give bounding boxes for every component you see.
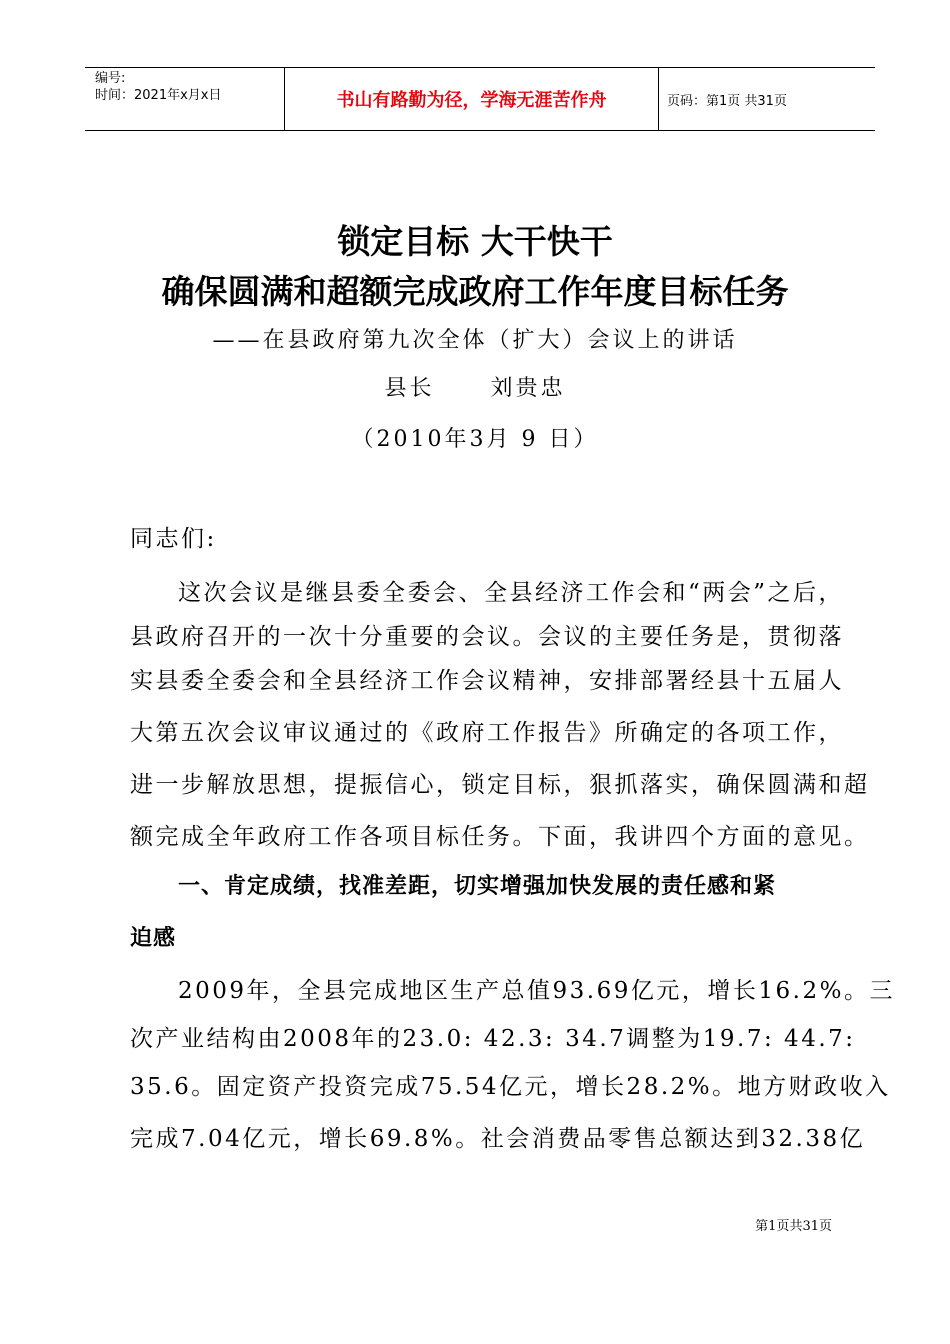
paragraph-line: 大第五次会议审议通过的《政府工作报告》所确定的各项工作，	[130, 720, 844, 746]
speech-date: （2010年3月 9 日）	[351, 427, 599, 452]
page-footer: 第1页共31页	[755, 1219, 832, 1234]
number-label: 编号:	[95, 71, 126, 86]
paragraph-line: 县政府召开的一次十分重要的会议。会议的主要任务是，贯彻落	[130, 624, 844, 650]
paragraph-line: 完成7.04亿元，增长69.8%。社会消费品零售总额达到32.38亿	[130, 1126, 866, 1152]
header-motto: 书山有路勤为径，学海无涯苦作舟	[285, 68, 659, 130]
paragraph-line: 次产业结构由2008年的23.0: 42.3: 34.7调整为19.7: 44.7:	[130, 1026, 856, 1052]
speaker-name: 刘贵忠	[490, 376, 566, 401]
paragraph-line: 这次会议是继县委全委会、全县经济工作会和“两会”之后，	[178, 580, 845, 606]
header-page-number: 页码：第1页 共31页	[667, 93, 787, 109]
speaker-line	[0, 371, 950, 402]
paragraph-line: 额完成全年政府工作各项目标任务。下面，我讲四个方面的意见。	[130, 824, 870, 850]
header-meta	[85, 68, 285, 130]
paragraph-line: 实县委全委会和全县经济工作会议精神，安排部署经县十五届人	[130, 668, 844, 694]
page-header	[85, 67, 875, 131]
document-title-line2: 确保圆满和超额完成政府工作年度目标任务	[161, 272, 789, 311]
paragraph-line: 35.6。固定资产投资完成75.54亿元，增长28.2%。地方财政收入	[130, 1074, 891, 1100]
document-subtitle: ——在县政府第九次全体（扩大）会议上的讲话	[212, 328, 738, 353]
paragraph-line: 2009年，全县完成地区生产总值93.69亿元，增长16.2%。三	[178, 978, 895, 1004]
salutation: 同志们:	[130, 526, 217, 552]
time-label: 时间：2021年x月x日	[95, 88, 222, 103]
speaker-role: 县长	[384, 376, 435, 401]
section-heading: 迫感	[130, 926, 177, 951]
paragraph-line: 进一步解放思想，提振信心，锁定目标，狠抓落实，确保圆满和超	[130, 772, 870, 798]
document-title-line1: 锁定目标 大干快干	[337, 222, 613, 261]
section-heading: 一、肯定成绩，找准差距，切实增强加快发展的责任感和紧	[178, 874, 777, 899]
